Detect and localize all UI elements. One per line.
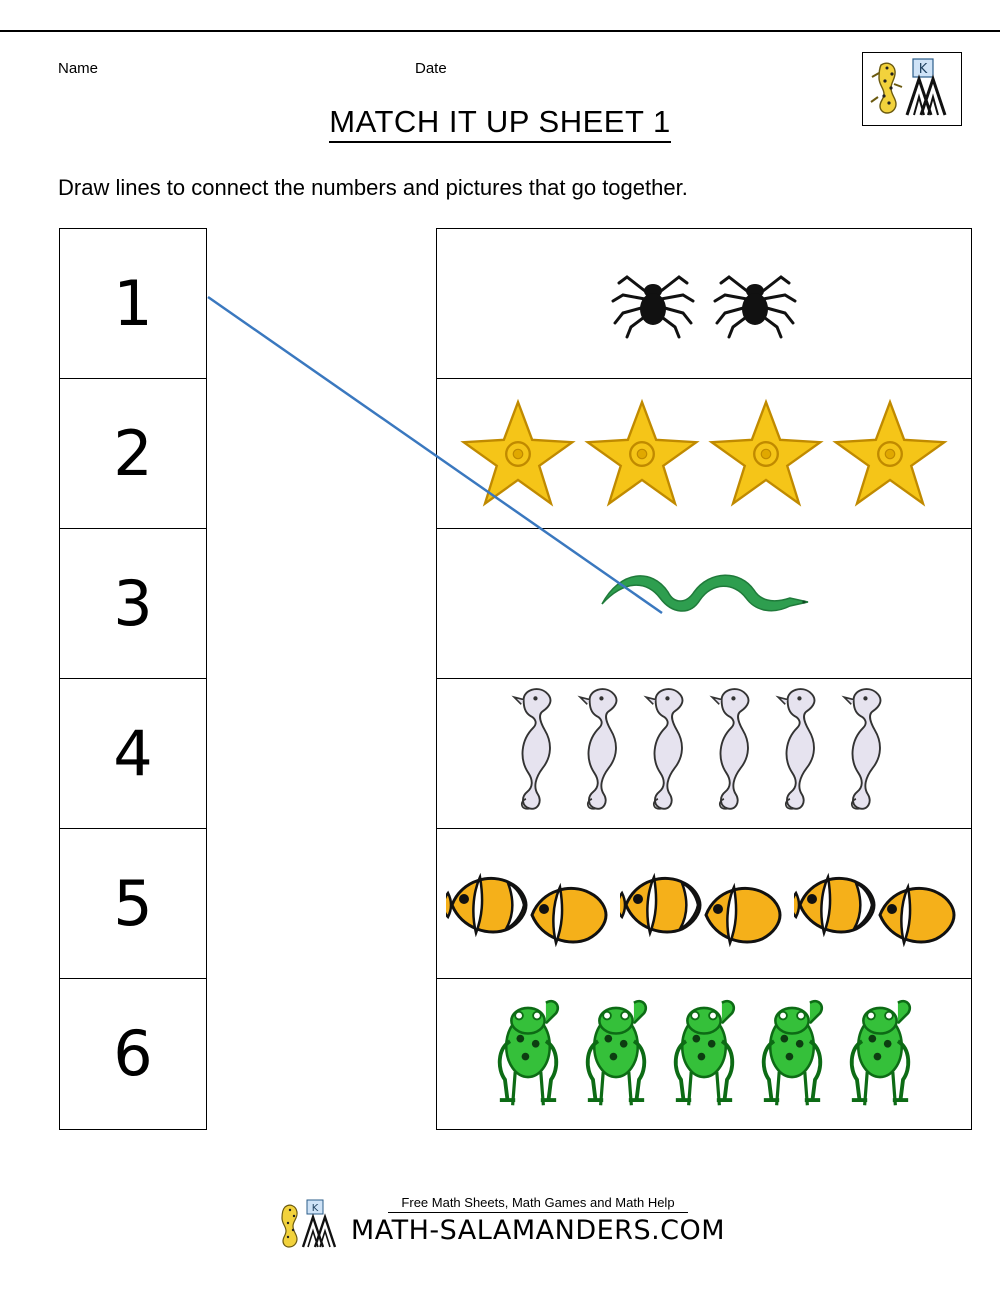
footer-tagline: Free Math Sheets, Math Games and Math Help [401,1195,675,1210]
number-cell[interactable]: 4 [60,679,206,829]
picture-row-snake[interactable] [437,529,971,679]
seahorse-icon [773,683,833,825]
spider-icon [707,261,803,347]
frog-icon [751,990,833,1118]
header-divider [0,30,1000,32]
instruction-text: Draw lines to connect the numbers and pictures that go together. [58,175,688,200]
seahorse-icon [707,683,767,825]
date-label: Date [415,60,447,77]
seahorse-icon [575,683,635,825]
clownfish-icon [446,855,614,953]
picture-row-seahorses[interactable] [437,679,971,829]
seahorse-icon [641,683,701,825]
number-column [59,228,207,1130]
svg-text:K: K [311,1203,319,1214]
picture-row-spiders[interactable] [437,229,971,379]
picture-row-frogs[interactable] [437,979,971,1129]
number-cell[interactable]: 2 [60,379,206,529]
frog-icon [663,990,745,1118]
frog-icon [575,990,657,1118]
number-cell[interactable]: 6 [113,1017,153,1090]
footer-logo-icon [275,1197,347,1253]
footer [0,1195,1000,1246]
clownfish-icon [794,855,962,953]
starfish-icon [831,393,949,515]
name-label: Name [58,60,99,77]
number-cell[interactable]: 3 [60,529,206,679]
number-cell[interactable]: 1 [60,229,206,379]
page-title-text: MATCH IT UP SHEET 1 [329,104,670,143]
spider-icon [605,261,701,347]
seahorse-icon [839,683,899,825]
frog-icon [839,990,921,1118]
seahorse-icon [509,683,569,825]
starfish-icon [583,393,701,515]
svg-text:K: K [918,62,928,77]
footer-url[interactable]: MATH-SALAMANDERS.COM [350,1215,726,1246]
picture-row-clownfish[interactable] [437,829,971,979]
number-cell[interactable]: 5 [60,829,206,979]
frog-icon [487,990,569,1118]
starfish-icon [707,393,825,515]
clownfish-icon [620,855,788,953]
picture-column [436,228,972,1130]
page-title [0,104,1000,140]
starfish-icon [459,393,577,515]
snake-icon [594,574,814,634]
picture-row-starfish[interactable] [437,379,971,529]
footer-divider [388,1212,688,1213]
